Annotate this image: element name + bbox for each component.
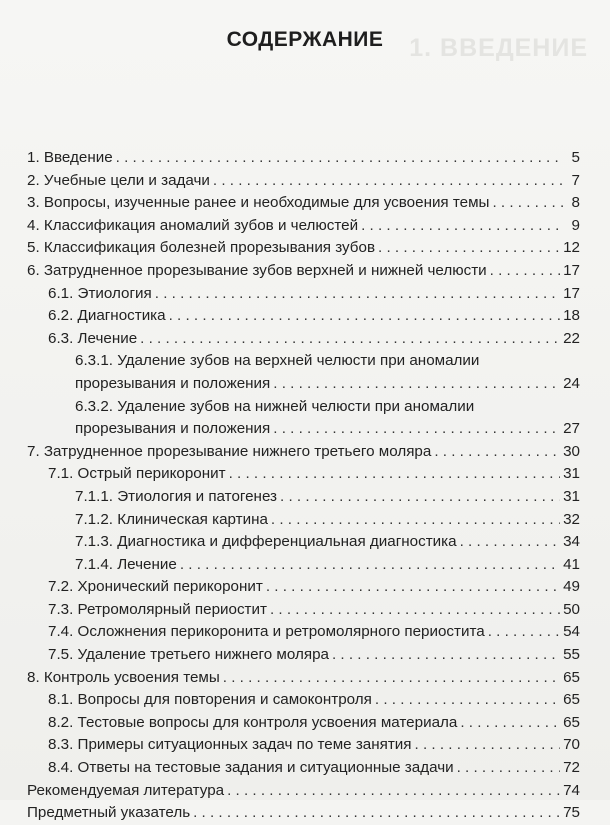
- toc-entry-label: 7.1. Острый перикоронит: [48, 465, 226, 483]
- toc-entry-label: 5. Классификация болезней прорезывания зубов: [27, 239, 376, 257]
- toc-entry: [27, 463, 580, 486]
- leader-dots: [116, 147, 563, 170]
- leader-dots: [180, 554, 560, 577]
- leader-dots: [457, 757, 561, 780]
- toc-entry-page: 65: [563, 691, 580, 709]
- toc-entry-page: 27: [563, 420, 580, 438]
- leader-dots: [140, 328, 560, 351]
- toc-entry: [27, 396, 580, 441]
- leader-dots: [361, 215, 563, 238]
- toc-entry-page: 74: [563, 781, 580, 799]
- toc-entry: [27, 712, 580, 735]
- toc-entry-label-continued: прорезывания и положения: [75, 374, 271, 392]
- toc-entry: [27, 599, 580, 622]
- toc-entry-label: 7. Затрудненное прорезывание нижнего третьего моляра: [27, 442, 432, 460]
- toc-entry-label: 6.3. Лечение: [48, 329, 138, 347]
- toc-entry: [27, 757, 580, 780]
- toc-entry: [27, 531, 580, 554]
- leader-dots: [169, 305, 560, 328]
- leader-dots: [460, 531, 561, 554]
- toc-entry-label: 1. Введение: [27, 149, 113, 166]
- toc-entry: [27, 644, 580, 667]
- toc-entry: [27, 283, 580, 306]
- toc-entry-page: 7: [571, 171, 580, 189]
- toc-entry-label: 8.4. Ответы на тестовые задания и ситуационные задачи: [48, 759, 454, 777]
- leader-dots: [273, 418, 560, 441]
- leader-dots: [266, 576, 560, 599]
- bleed-through-heading: 1. ВВЕДЕНИЕ: [409, 34, 588, 62]
- toc-entry: [27, 734, 580, 757]
- toc-entry-page: 9: [571, 216, 580, 234]
- toc-entry-label: 8.2. Тестовые вопросы для контроля усвоения материала: [48, 713, 458, 731]
- toc-entry-label-continued: прорезывания и положения: [75, 420, 271, 438]
- leader-dots: [213, 170, 563, 193]
- toc-entry-label: 7.2. Хронический перикоронит: [48, 578, 263, 596]
- toc-entry: [27, 576, 580, 599]
- toc-entry-page: 5: [571, 149, 580, 166]
- toc-entry-label: Предметный указатель: [27, 804, 191, 822]
- toc-entry: [27, 350, 580, 395]
- leader-dots: [488, 621, 560, 644]
- toc-entry: [27, 802, 580, 825]
- leader-dots: [271, 509, 560, 532]
- toc-entry: [27, 509, 580, 532]
- leader-dots: [492, 192, 563, 215]
- toc-entry: [27, 147, 580, 170]
- toc-entry-page: 41: [563, 555, 580, 573]
- toc-entry-page: 65: [563, 713, 580, 731]
- toc-entry-page: 49: [563, 578, 580, 596]
- toc-entry: [27, 689, 580, 712]
- toc-entry: [27, 328, 580, 351]
- toc-entry-page: 8: [571, 194, 580, 212]
- toc-entry-label: 6.1. Этиология: [48, 284, 152, 302]
- leader-dots: [460, 712, 560, 735]
- leader-dots: [434, 441, 560, 464]
- toc-entry-label: 7.1.1. Этиология и патогенез: [75, 487, 278, 505]
- toc-entry: [27, 486, 580, 509]
- toc-entry-label: 3. Вопросы, изученные ранее и необходимые для усвоения темы: [27, 194, 490, 212]
- toc-entry-page: 22: [563, 329, 580, 347]
- toc-entry: [27, 192, 580, 215]
- toc-entry-page: 31: [563, 487, 580, 505]
- leader-dots: [273, 373, 560, 396]
- toc-entry-label: 7.1.4. Лечение: [75, 555, 177, 573]
- leader-dots: [227, 780, 560, 803]
- toc-entry-page: 70: [563, 736, 580, 754]
- toc-entry-label: 2. Учебные цели и задачи: [27, 171, 210, 189]
- toc-entry: [27, 441, 580, 464]
- toc-entry: [27, 621, 580, 644]
- leader-dots: [229, 463, 561, 486]
- toc-entry-label: 6.3.1. Удаление зубов на верхней челюсти при аномалии: [75, 352, 480, 370]
- toc-entry: [27, 260, 580, 283]
- leader-dots: [415, 734, 561, 757]
- leader-dots: [223, 667, 560, 690]
- toc-entry-page: 32: [563, 510, 580, 528]
- toc-entry-page: 75: [563, 804, 580, 822]
- toc-entry-page: 54: [563, 623, 580, 641]
- toc-entry-page: 17: [563, 261, 580, 279]
- toc-entry-page: 18: [563, 307, 580, 325]
- leader-dots: [378, 237, 560, 260]
- toc-entry-label: 7.3. Ретромолярный периостит: [48, 600, 267, 618]
- toc-entry-label: 7.4. Осложнения перикоронита и ретромолярного периостита: [48, 623, 485, 641]
- toc-entry-label: 6.3.2. Удаление зубов на нижней челюсти при аномалии: [75, 397, 475, 415]
- toc-entry-label: 8.3. Примеры ситуационных задач по теме занятия: [48, 736, 412, 754]
- leader-dots: [280, 486, 560, 509]
- leader-dots: [490, 260, 560, 283]
- toc-entry-page: 30: [563, 442, 580, 460]
- toc-entry-page: 24: [563, 374, 580, 392]
- leader-dots: [375, 689, 560, 712]
- toc-entry-label: 7.1.3. Диагностика и дифференциальная диагностика: [75, 533, 457, 551]
- leader-dots: [332, 644, 560, 667]
- toc-entry-page: 72: [563, 759, 580, 777]
- toc-entry-page: 55: [563, 646, 580, 664]
- table-of-contents: [27, 147, 580, 825]
- toc-entry-page: 17: [563, 284, 580, 302]
- toc-entry: [27, 215, 580, 238]
- toc-entry-page: 65: [563, 668, 580, 686]
- toc-entry-label: 4. Классификация аномалий зубов и челюстей: [27, 216, 359, 234]
- toc-entry-page: 12: [563, 239, 580, 257]
- toc-entry-page: 31: [563, 465, 580, 483]
- toc-entry-page: 50: [563, 600, 580, 618]
- toc-entry-label: 6. Затрудненное прорезывание зубов верхней и нижней челюсти: [27, 261, 487, 279]
- toc-entry-label: Рекомендуемая литература: [27, 781, 225, 799]
- toc-entry: [27, 237, 580, 260]
- toc-entry: [27, 305, 580, 328]
- toc-entry-page: 34: [563, 533, 580, 551]
- toc-entry: [27, 780, 580, 803]
- toc-entry-label: 7.1.2. Клиническая картина: [75, 510, 268, 528]
- leader-dots: [193, 802, 560, 825]
- leader-dots: [155, 283, 560, 306]
- page-title: СОДЕРЖАНИЕ: [226, 28, 384, 51]
- toc-entry-label: 7.5. Удаление третьего нижнего моляра: [48, 646, 329, 664]
- toc-entry: [27, 667, 580, 690]
- toc-entry: [27, 554, 580, 577]
- toc-entry: [27, 170, 580, 193]
- toc-entry-label: 8.1. Вопросы для повторения и самоконтроля: [48, 691, 372, 709]
- toc-entry-label: 6.2. Диагностика: [48, 307, 166, 325]
- toc-entry-label: 8. Контроль усвоения темы: [27, 668, 220, 686]
- leader-dots: [270, 599, 560, 622]
